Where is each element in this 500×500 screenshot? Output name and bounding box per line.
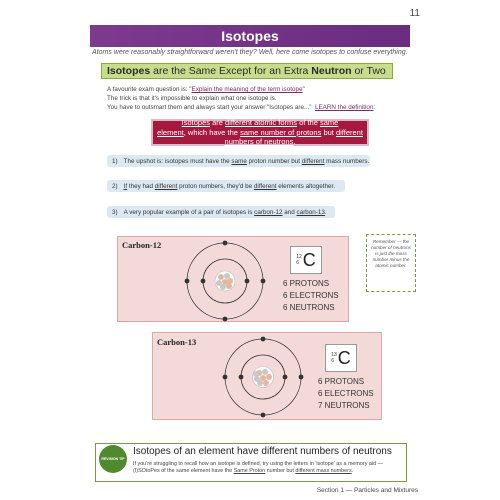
remember-note: Remember — the number of neutrons is just the mass number minus the atomic number.: [366, 234, 416, 292]
carbon-13-atom-diagram: [218, 336, 308, 418]
def-isotopes: Isotopes: [181, 118, 211, 128]
carbon-12-nucleus: [215, 271, 235, 291]
exam-line-3-prefix: You have to outsmart them and always start your answer "Isotopes are...": [107, 103, 315, 111]
neutron: [262, 369, 268, 375]
tip-text-e: .: [351, 468, 354, 474]
point-1-text-e: mass numbers.: [324, 157, 370, 165]
section-heading: [101, 63, 393, 79]
carbon-13-atomic-number: 6: [331, 358, 334, 364]
def-different-neutrons: different numbers of neutrons: [224, 127, 363, 147]
carbon-12-atomic-number: 6: [296, 260, 299, 266]
carbon-12-element-symbol: C: [302, 249, 316, 270]
electron: [201, 279, 206, 284]
exam-question-block: [107, 86, 375, 112]
page-title: Isotopes: [90, 25, 410, 47]
exam-question-link: Explain the meaning of the term isotope: [191, 86, 303, 93]
carbon-13-particles: [318, 376, 374, 412]
point-3-and: and: [282, 208, 297, 216]
electron: [223, 375, 228, 380]
def-different-forms: different atomic forms: [225, 118, 298, 128]
electron: [283, 375, 288, 380]
tip-text-a: If you're struggling to recall how an isotope is defined, try using the letters in 'isotope' as a memory aid — (I)SOtoPes of the same element have the: [133, 461, 383, 474]
carbon-12-atom-diagram: [180, 240, 270, 322]
carbon-13-neutrons: 7 NEUTRONS: [318, 401, 370, 410]
carbon-12-electrons-count: 6 ELECTRONS: [283, 291, 339, 300]
carbon-12-symbol: [290, 246, 322, 274]
exam-line-1-suffix: ": [302, 86, 305, 93]
neutron: [220, 284, 226, 290]
exam-line-1-prefix: A favourite exam question is: ": [107, 86, 192, 93]
neutron: [253, 371, 259, 377]
revision-tip-badge: REVISION TIP: [99, 445, 127, 473]
point-1-different: different: [301, 157, 325, 165]
electron: [223, 317, 228, 322]
revision-tip-title: Isotopes of an element have different numbers of neutrons: [133, 446, 392, 457]
proton: [227, 278, 233, 284]
revision-tip-text: [133, 461, 403, 475]
carbon-13-symbol: [325, 344, 357, 372]
electron: [245, 279, 250, 284]
carbon-13-element-symbol: C: [337, 347, 351, 368]
carbon-12-protons: 6 PROTONS: [283, 279, 330, 288]
def-which-have: , which have the: [183, 127, 241, 137]
proton: [260, 375, 266, 381]
point-3-number: 3): [112, 208, 118, 216]
def-are: are: [210, 118, 226, 128]
carbon-12-title: Carbon-12: [122, 240, 162, 250]
proton: [226, 283, 232, 289]
proton: [266, 374, 272, 380]
carbon-13-mass-number: 13: [331, 352, 337, 358]
heading-neutron: Neutron: [311, 65, 352, 77]
electron: [261, 413, 266, 418]
point-1-text-c: proton number but: [246, 157, 302, 165]
point-1: [107, 155, 370, 167]
point-1-same: same: [231, 157, 247, 165]
point-1-text-a: The upshot is: isotopes must have the: [123, 157, 232, 165]
definition-text: [153, 118, 367, 147]
point-2-text-d: proton numbers, they'd be: [177, 182, 254, 190]
point-3-period: .: [324, 208, 327, 216]
point-2-different-1: different: [154, 182, 178, 190]
footer-section-label: Section 1 — Particles and Mixtures: [316, 487, 418, 494]
point-2-text-f: elements altogether.: [276, 182, 335, 190]
point-3-text-a: A very popular example of a pair of isotopes is: [123, 208, 255, 216]
carbon-13-nucleus: [253, 367, 274, 388]
page-number: 11: [409, 8, 420, 19]
carbon-13-electrons-count: 6 ELECTRONS: [318, 389, 374, 398]
intro-text: Atoms were reasonably straightforward weren't they? Well, here come isotopes to confuse everything.: [92, 49, 408, 56]
electron: [261, 279, 266, 284]
def-of-the: of the: [297, 118, 320, 128]
exam-line-2: The trick is that it's impossible to explain what one isotope is.: [107, 94, 277, 102]
exam-line-1: [107, 86, 375, 95]
tip-same-proton: Same Proton: [233, 468, 266, 474]
tip-text-c: number but: [265, 468, 296, 474]
learn-definition-link: LEARN the definition: [314, 103, 374, 111]
electron: [223, 241, 228, 246]
tip-different-mass: different mass numbers: [295, 468, 352, 474]
electron: [299, 375, 304, 380]
electron: [239, 375, 244, 380]
carbon-12-particles: [283, 278, 339, 314]
point-1-number: 1): [112, 157, 118, 165]
definition-box: [151, 119, 369, 146]
heading-middle: are the Same Except for an Extra: [150, 65, 312, 77]
point-2-number: 2): [112, 182, 118, 190]
point-2: [107, 180, 345, 192]
electron: [185, 279, 190, 284]
carbon-13-numbers: [331, 352, 337, 364]
point-3-carbon-12: carbon-12: [254, 208, 283, 216]
carbon-12-numbers: [296, 254, 302, 266]
point-2-different-2: different: [253, 182, 277, 190]
proton: [263, 380, 269, 386]
heading-end: or Two: [351, 65, 386, 77]
def-same-protons: same number of protons: [240, 127, 322, 137]
heading-isotopes: Isotopes: [107, 65, 151, 77]
point-2-text-b: they had: [127, 182, 155, 190]
point-3-carbon-13: carbon-13: [296, 208, 325, 216]
carbon-13-protons: 6 PROTONS: [318, 377, 365, 386]
point-3: [107, 206, 335, 218]
neutron: [257, 380, 263, 386]
def-but: but: [321, 127, 336, 137]
point-2-if: If: [123, 182, 128, 190]
def-period: .: [293, 137, 296, 147]
proton: [218, 274, 224, 280]
carbon-12-neutrons: 6 NEUTRONS: [283, 303, 335, 312]
neutron: [224, 273, 230, 279]
exam-line-3: [107, 104, 375, 113]
carbon-12-mass-number: 12: [296, 254, 302, 260]
carbon-13-title: Carbon-13: [157, 337, 197, 347]
electron: [261, 337, 266, 342]
exam-line-3-suffix: :: [373, 103, 376, 111]
def-same-element: same element: [157, 118, 339, 137]
